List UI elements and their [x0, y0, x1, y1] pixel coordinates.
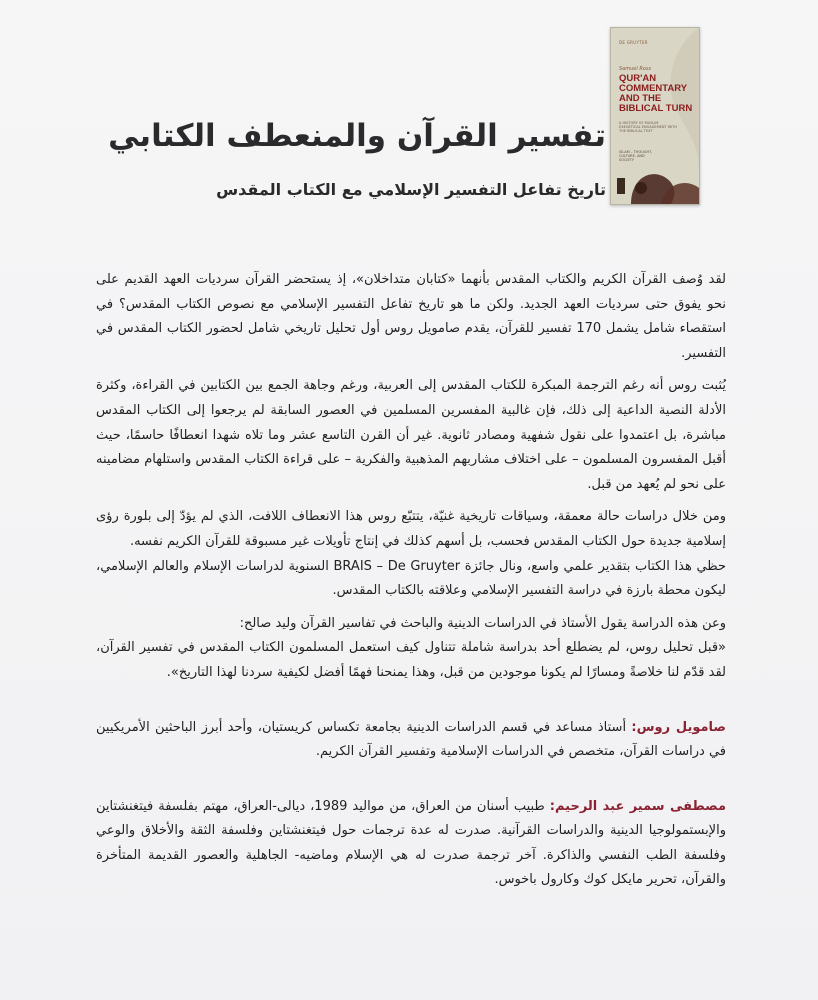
cover-series: ISLAM – THOUGHT, CULTURE, AND SOCIETY: [619, 150, 653, 162]
translator-name: مصطفى سمير عبد الرحيم:: [549, 798, 726, 814]
cover-title: QUR'AN COMMENTARY AND THE BIBLICAL TURN: [619, 73, 693, 114]
translator-bio-text: طبيب أسنان من العراق، من مواليد 1989، ديالى-العراق، مهتم بفلسفة فيتغنشتاين والإبستمولوجيا الدينية والدراسات القرآنية. صدرت له عدة ترجمات حول فيتغنشتاين وفلسفة الثقة والأخلاق والوعي وفلسفة الطب النفسي والذاكرة. آخر ترجمة صدرت له هي الإسلام وماضيه- الجاهلية والعصور القديمة المتأخرة والقرآن، تحرير مايكل كوك وكارول باخوس.: [96, 798, 726, 888]
translator-bio: [96, 795, 726, 893]
paragraph: وعن هذه الدراسة يقول الأستاذ في الدراسات الدينية والباحث في تفاسير القرآن وليد صالح:: [239, 615, 726, 631]
cover-subtitle: A HISTORY OF MUSLIM EXEGETICAL ENGAGEMENT WITH THE BIBLICAL TEXT: [619, 121, 677, 133]
author-bio-text: أستاذ مساعد في قسم الدراسات الدينية بجامعة تكساس كريستيان، وأحد أبرز الباحثين الأمريكيين في دراسات القرآن، متخصص في الدراسات الإسلامية وتفسير القرآن الكريم.: [96, 719, 726, 760]
book-cover-thumbnail: [610, 27, 700, 205]
cover-author: Samuel Ross: [619, 66, 652, 72]
paragraph: ومن خلال دراسات حالة معمقة، وسياقات تاريخية غنيّة، يتتبّع روس هذا الانعطاف اللافت، الذي لم يؤدّ إلى بلورة رؤى إسلامية جديدة حول الكتاب المقدس فحسب، بل أسهم كذلك في إنتاج تأويلات غير مسبوقة للقرآن الكريم نفسه.: [96, 509, 726, 549]
quote: «قبل تحليل روس، لم يضطلع أحد بدراسة شاملة تتناول كيف استعمل المسلمون الكتاب المقدس في تفسير القرآن، لقد قدّم لنا خلاصةً ومسارًا لم يكونا موجودين من قبل، وهذا يمنحنا فهمًا أفضل لكيفية سردنا لهذا التاريخ».: [96, 640, 726, 680]
book-subtitle: تاريخ تفاعل التفسير الإسلامي مع الكتاب المقدس: [216, 180, 606, 199]
paragraph: يُثبت روس أنه رغم الترجمة المبكرة للكتاب المقدس إلى العربية، ورغم وجاهة الجمع بين الكتابين في القراءة، وكثرة الأدلة النصية الداعية إلى ذلك، فإن غالبية المفسرين المسلمين في العصور السابقة لم يرجعوا إلى الكتاب المقدس مباشرة، بل اعتمدوا على نقول شفهية ومصادر ثانوية. غير أن القرن التاسع عشر وما تلاه شهدا انعطافًا حاسمًا، حيث أقبل المفسرون المسلمون – على اختلاف مشاربهم المذهبية والفكرية – على قراءة الكتاب المقدس واستلهام مضامينه على نحو لم يُعهد من قبل.: [96, 378, 726, 492]
author-name: صامويل روس:: [631, 719, 726, 735]
publisher-logo: [617, 178, 625, 194]
paragraph: حظي هذا الكتاب بتقدير علمي واسع، ونال جائزة BRAIS – De Gruyter السنوية لدراسات الإسلام والعالم الإسلامي، ليكون محطة بارزة في دراسة التفسير الإسلامي وعلاقته بالكتاب المقدس.: [96, 558, 726, 599]
cover-publisher: DE GRUYTER: [619, 40, 648, 45]
description-body: [96, 268, 726, 901]
paragraph: لقد وُصف القرآن الكريم والكتاب المقدس بأنهما «كتابان متداخلان»، إذ يستحضر القرآن سرديات العهد القديم على نحو يفوق حتى سرديات العهد الجديد. ولكن ما هو تاريخ تفاعل التفسير الإسلامي مع نصوص الكتاب المقدس؟ في استقصاء شامل يشمل 170 تفسير للقرآن، يقدم صامويل روس أول تحليل تاريخي شامل لحضور الكتاب المقدس في التفسير.: [96, 272, 726, 361]
author-bio: [96, 716, 726, 765]
book-title: تفسير القرآن والمنعطف الكتابي: [108, 118, 606, 154]
